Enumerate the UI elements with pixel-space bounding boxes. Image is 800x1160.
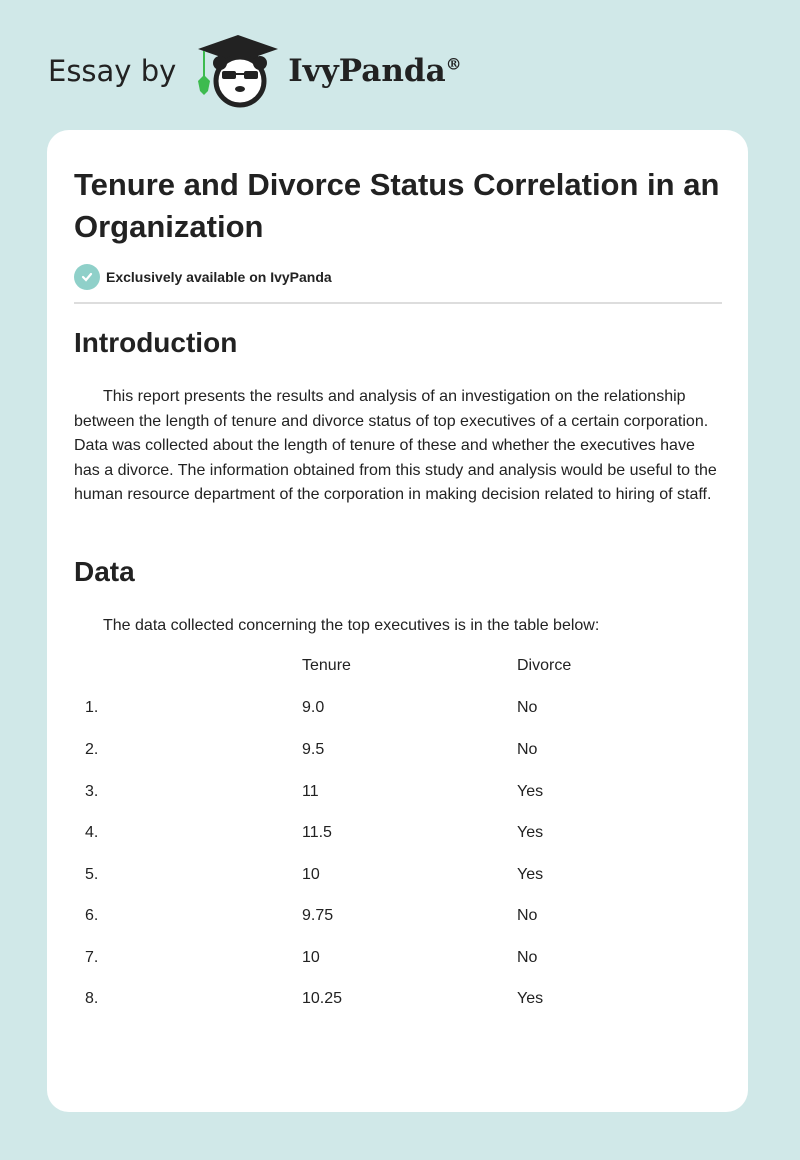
cell-divorce: Yes bbox=[517, 824, 544, 841]
cell-divorce: No bbox=[517, 699, 538, 716]
table-row bbox=[74, 907, 734, 931]
badge-label: Exclusively available on IvyPanda bbox=[106, 269, 332, 285]
essay-card bbox=[47, 130, 748, 1112]
cell-index: 1. bbox=[85, 699, 99, 716]
cell-index: 7. bbox=[85, 949, 99, 966]
site-header bbox=[48, 36, 462, 106]
exclusive-badge bbox=[74, 264, 332, 290]
cell-tenure: 9.0 bbox=[302, 699, 325, 716]
page-title: Tenure and Divorce Status Correlation in an Organization bbox=[74, 167, 720, 244]
table-row bbox=[74, 824, 734, 848]
check-icon bbox=[74, 264, 100, 290]
header-cell-divorce: Divorce bbox=[517, 657, 572, 674]
table-row bbox=[74, 990, 734, 1014]
cell-index: 6. bbox=[85, 907, 99, 924]
cell-tenure: 11.5 bbox=[302, 824, 332, 841]
cell-divorce: Yes bbox=[517, 866, 544, 883]
section-heading-introduction: Introduction bbox=[74, 327, 238, 358]
cell-tenure: 10.25 bbox=[302, 990, 343, 1007]
cell-divorce: No bbox=[517, 907, 538, 924]
cell-tenure: 9.5 bbox=[302, 741, 325, 758]
cell-index: 3. bbox=[85, 783, 99, 800]
cell-index: 4. bbox=[85, 824, 99, 841]
brand-name: IvyPanda® bbox=[288, 53, 462, 89]
table-row bbox=[74, 699, 734, 723]
panda-logo-icon bbox=[196, 33, 280, 109]
essay-by-label: Essay by bbox=[48, 54, 177, 88]
data-paragraph: The data collected concerning the top executives is in the table below: bbox=[103, 617, 600, 634]
cell-divorce: No bbox=[517, 949, 538, 966]
header-cell-tenure: Tenure bbox=[302, 657, 351, 674]
cell-tenure: 10 bbox=[302, 866, 320, 883]
divider bbox=[74, 302, 722, 304]
cell-index: 2. bbox=[85, 741, 99, 758]
cell-divorce: Yes bbox=[517, 783, 544, 800]
cell-index: 5. bbox=[85, 866, 99, 883]
table-row bbox=[74, 783, 734, 807]
cell-tenure: 10 bbox=[302, 949, 320, 966]
section-heading-data: Data bbox=[74, 556, 135, 587]
cell-divorce: No bbox=[517, 741, 538, 758]
introduction-paragraph: This report presents the results and analysis of an investigation on the relationship between the length of tenure and divorce status of top executives of a certain corporation. Data was collected about the length of tenure of these and whether the executives have has a divorce. The information obtained from this study and analysis would be useful to the human resource department of the corporation in making decision related to hiring of staff. bbox=[74, 388, 717, 503]
table-row bbox=[74, 949, 734, 973]
table-row bbox=[74, 866, 734, 890]
table-row bbox=[74, 741, 734, 765]
cell-index: 8. bbox=[85, 990, 99, 1007]
cell-tenure: 9.75 bbox=[302, 907, 334, 924]
cell-tenure: 11 bbox=[302, 783, 319, 800]
table-header-row bbox=[74, 657, 734, 681]
cell-divorce: Yes bbox=[517, 990, 544, 1007]
